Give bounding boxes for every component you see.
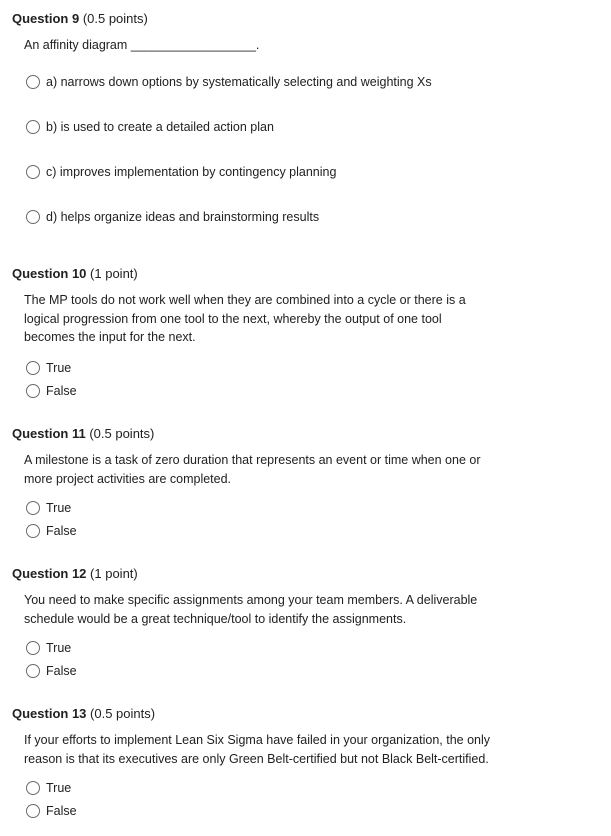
question-9-title [12, 11, 148, 26]
question-number: Question 10 [12, 266, 87, 281]
question-number: Question 12 [12, 566, 87, 581]
question-12-text: You need to make specific assignments among your team members. A deliverable schedule would be a great technique/tool to identify the assignments. [24, 593, 478, 626]
question-10-option-true[interactable] [26, 361, 71, 375]
radio-icon[interactable] [26, 361, 40, 375]
option-label: c) improves implementation by contingency planning [46, 165, 337, 179]
radio-icon[interactable] [26, 210, 40, 224]
option-label: d) helps organize ideas and brainstorming results [46, 210, 320, 224]
question-12-option-false[interactable] [26, 664, 77, 678]
option-label: False [46, 664, 77, 678]
option-label: b) is used to create a detailed action plan [46, 120, 274, 134]
question-9-option-d[interactable] [26, 210, 319, 224]
radio-icon[interactable] [26, 501, 40, 515]
option-label: True [46, 641, 72, 655]
option-label: False [46, 804, 77, 818]
question-number: Question 9 [12, 11, 80, 26]
radio-icon[interactable] [26, 524, 40, 538]
radio-icon[interactable] [26, 384, 40, 398]
question-11-option-false[interactable] [26, 524, 77, 538]
question-11-title [12, 426, 154, 441]
radio-icon[interactable] [26, 641, 40, 655]
question-10-text: The MP tools do not work well when they are combined into a cycle or there is a logical progression from one tool to the next, whereby the output of one tool becomes the input for the next. [24, 293, 466, 344]
question-10-option-false[interactable] [26, 384, 77, 398]
radio-icon[interactable] [26, 664, 40, 678]
question-points: (1 point) [90, 566, 138, 581]
question-11-text: A milestone is a task of zero duration that represents an event or time when one or more project activities are completed. [24, 453, 481, 486]
question-13-option-true[interactable] [26, 781, 71, 795]
question-number: Question 11 [12, 426, 86, 441]
question-points: (0.5 points) [89, 426, 155, 441]
question-9-text: An affinity diagram __________________. [24, 38, 260, 52]
radio-icon[interactable] [26, 120, 40, 134]
question-13-option-false[interactable] [26, 804, 77, 818]
question-9-option-a[interactable] [26, 75, 432, 89]
question-points: (0.5 points) [90, 706, 156, 721]
radio-icon[interactable] [26, 75, 40, 89]
option-label: False [46, 384, 77, 398]
question-9-option-c[interactable] [26, 165, 336, 179]
radio-icon[interactable] [26, 781, 40, 795]
question-10-title [12, 266, 138, 281]
radio-icon[interactable] [26, 165, 40, 179]
option-label: True [46, 361, 72, 375]
question-12-title [12, 566, 138, 581]
question-13-title [12, 706, 155, 721]
question-points: (1 point) [90, 266, 138, 281]
question-9-option-b[interactable] [26, 120, 274, 134]
question-13-text: If your efforts to implement Lean Six Sigma have failed in your organization, the only reason is that its executives are only Green Belt-certified but not Black Belt-certified. [24, 733, 490, 766]
option-label: True [46, 501, 72, 515]
question-number: Question 13 [12, 706, 87, 721]
question-11-option-true[interactable] [26, 501, 71, 515]
radio-icon[interactable] [26, 804, 40, 818]
question-points: (0.5 points) [82, 11, 148, 26]
option-label: False [46, 524, 77, 538]
option-label: a) narrows down options by systematically selecting and weighting Xs [46, 75, 432, 89]
question-12-option-true[interactable] [26, 641, 71, 655]
option-label: True [46, 781, 72, 795]
